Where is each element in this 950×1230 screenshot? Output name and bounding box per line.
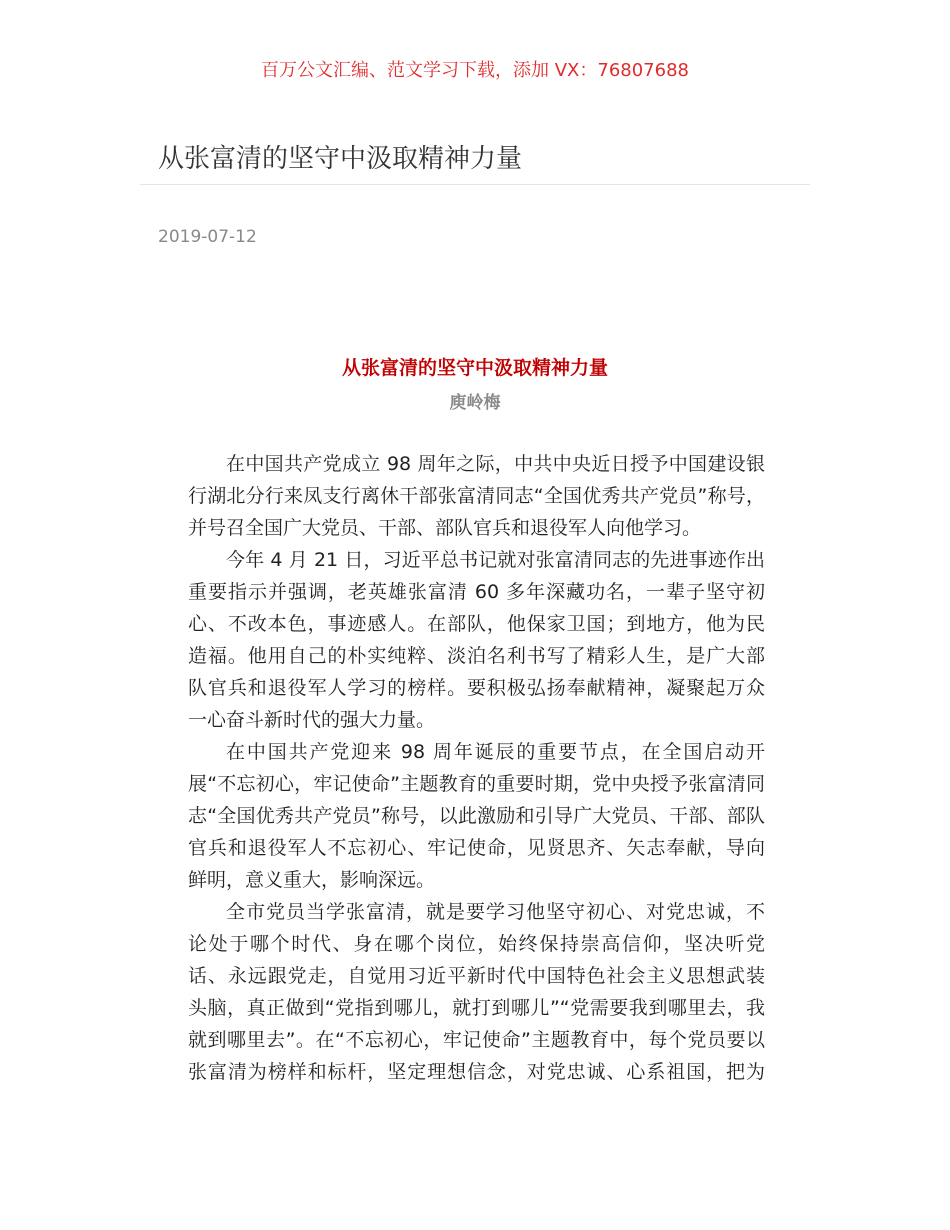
text-line: 行湖北分行来凤支行离休干部张富清同志“全国优秀共产党员”称号，	[188, 485, 765, 507]
paragraph	[188, 448, 765, 544]
text-line: 队官兵和退役军人学习的榜样。要积极弘扬奉献精神，凝聚起万众	[188, 677, 765, 699]
article-title: 从张富清的坚守中汲取精神力量	[341, 357, 608, 379]
publish-date: 2019-07-12	[158, 227, 257, 247]
text-line: 在中国共产党迎来 98 周年诞辰的重要节点，在全国启动开	[226, 741, 765, 763]
text-line: 重要指示并强调，老英雄张富清 60 多年深藏功名，一辈子坚守初	[188, 581, 765, 603]
text-line: 官兵和退役军人不忘初心、牢记使命，见贤思齐、矢志奉献，导向	[188, 837, 765, 859]
text-line: 就到哪里去”。在“不忘初心，牢记使命”主题教育中，每个党员要以	[188, 1029, 765, 1051]
paragraph	[188, 736, 765, 896]
text-line: 一心奋斗新时代的强大力量。	[188, 709, 436, 731]
text-line: 鲜明，意义重大，影响深远。	[188, 869, 436, 891]
text-line: 在中国共产党成立 98 周年之际，中共中央近日授予中国建设银	[226, 453, 765, 475]
text-line: 造福。他用自己的朴实纯粹、淡泊名利书写了精彩人生，是广大部	[188, 645, 765, 667]
text-line: 论处于哪个时代、身在哪个岗位，始终保持崇高信仰，坚决听党	[188, 933, 765, 955]
text-line: 志“全国优秀共产党员”称号，以此激励和引导广大党员、干部、部队	[188, 805, 765, 827]
text-line: 头脑，真正做到“党指到哪儿，就打到哪儿”“党需要我到哪里去，我	[188, 997, 765, 1019]
text-line: 今年 4 月 21 日，习近平总书记就对张富清同志的先进事迹作出	[226, 549, 765, 571]
paragraph	[188, 896, 765, 1088]
text-line: 话、永远跟党走，自觉用习近平新时代中国特色社会主义思想武装	[188, 965, 765, 987]
article-body	[188, 448, 765, 1088]
text-line: 全市党员当学张富清，就是要学习他坚守初心、对党忠诚，不	[226, 901, 765, 923]
divider	[140, 184, 810, 185]
article-author: 庾岭梅	[449, 393, 501, 413]
text-line: 并号召全国广大党员、干部、部队官兵和退役军人向他学习。	[188, 517, 702, 539]
paragraph	[188, 544, 765, 736]
text-line: 心、不改本色，事迹感人。在部队，他保家卫国；到地方，他为民	[188, 613, 765, 635]
text-line: 张富清为榜样和标杆，坚定理想信念，对党忠诚、心系祖国，把为	[188, 1061, 765, 1083]
text-line: 展“不忘初心，牢记使命”主题教育的重要时期，党中央授予张富清同	[188, 773, 765, 795]
promo-banner: 百万公文汇编、范文学习下载，添加 VX：76807688	[261, 60, 689, 81]
page-title: 从张富清的坚守中汲取精神力量	[158, 144, 523, 174]
